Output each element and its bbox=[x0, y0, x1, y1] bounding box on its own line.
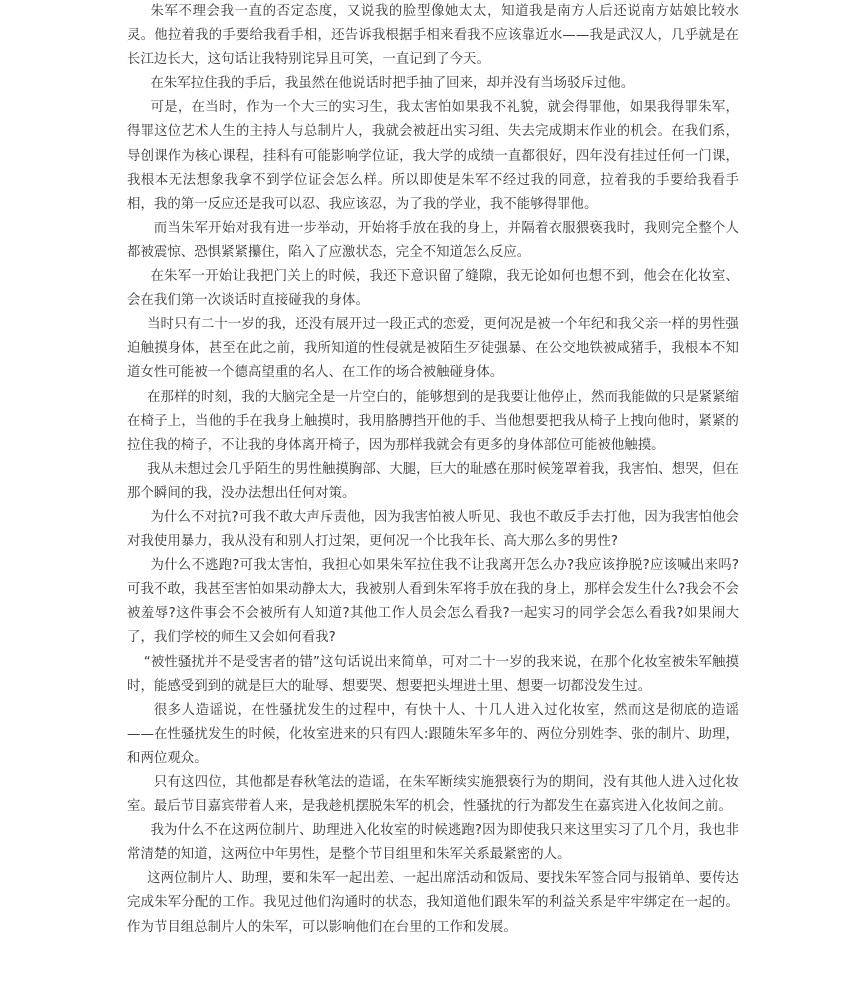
paragraph: 我为什么不在这两位制片、助理进入化妆室的时候逃跑?因为即使我只来这里实习了几个月，我也非常清楚的知道，这两位中年男性，是整个节目组里和朱军关系最紧密的人。 bbox=[127, 823, 739, 863]
paragraph: 很多人造谣说，在性骚扰发生的过程中，有快十人、十几人进入过化妆室，然而这是彻底的造谣——在性骚扰发生的时候，化妆室进来的只有四人:跟随朱军多年的、两位分别姓李、张的制片、助理，和两位观众。 bbox=[127, 702, 739, 766]
paragraph: 在朱军拉住我的手后，我虽然在他说话时把手抽了回来，却并没有当场驳斥过他。 bbox=[150, 76, 635, 92]
paragraph: 当时只有二十一岁的我，还没有展开过一段正式的恋爱，更何况是被一个年纪和我父亲一样的男性强迫触摸身体，甚至在此之前，我所知道的性侵就是被陌生歹徒强暴、在公交地铁被咸猪手，我根本不知道女性可能被一个德高望重的名人、在工作的场合被触碰身体。 bbox=[127, 317, 739, 381]
paragraph: 朱军不理会我一直的否定态度，又说我的脸型像她太太，知道我是南方人后还说南方姑娘比较水灵。他拉着我的手要给我看手相，还告诉我根据手相来看我不应该靠近水——我是武汉人，几乎就是在长江边长大，这句话让我特别诧异且可笑，一直记到了今天。 bbox=[127, 4, 739, 68]
paragraph: 为什么不逃跑?可我太害怕，我担心如果朱军拉住我不让我离开怎么办?我应该挣脱?应该喊出来吗?可我不敢，我甚至害怕如果动静太大，我被别人看到朱军将手放在我的身上，那样会发生什么?我会不会被羞辱?这件事会不会被所有人知道?其他工作人员会怎么看我?一起实习的同学会怎么看我?如果闹大了，我们学校的师生又会如何看我? bbox=[127, 558, 739, 646]
paragraph: 这两位制片人、助理，要和朱军一起出差、一起出席活动和饭局、要找朱军签合同与报销单、要传达完成朱军分配的工作。我见过他们沟通时的状态，我知道他们跟朱军的利益关系是牢牢绑定在一起的。作为节目组总制片人的朱军，可以影响他们在台里的工作和发展。 bbox=[127, 871, 739, 935]
paragraph: “被性骚扰并不是受害者的错”这句话说出来简单，可对二十一岁的我来说，在那个化妆室被朱军触摸时，能感受到到的就是巨大的耻辱、想要哭、想要把头埋进土里、想要一切都没发生过。 bbox=[127, 654, 739, 694]
paragraph: 只有这四位，其他都是春秋笔法的造谣，在朱军断续实施猥亵行为的期间，没有其他人进入过化妆室。最后节目嘉宾带着人来，是我趁机摆脱朱军的机会，性骚扰的行为都发生在嘉宾进入化妆间之前。 bbox=[127, 775, 739, 815]
article-body bbox=[127, 0, 739, 940]
paragraph: 为什么不对抗?可我不敢大声斥责他，因为我害怕被人听见、我也不敢反手去打他，因为我害怕他会对我使用暴力，我从没有和别人打过架，更何况一个比我年长、高大那么多的男性? bbox=[127, 509, 739, 550]
paragraph: 可是，在当时，作为一个大三的实习生，我太害怕如果我不礼貌，就会得罪他，如果我得罪朱军，得罪这位艺术人生的主持人与总制片人，我就会被赶出实习组、失去完成期末作业的机会。在我们系，导创课作为核心课程，挂科有可能影响学位证，我大学的成绩一直都很好，四年没有挂过任何一门课，我根本无法想象我拿不到学位证会怎么样。所以即使是朱军不经过我的同意，拉着我的手要给我看手相，我的第一反应还是我可以忍、我应该忍，为了我的学业，我不能够得罪他。 bbox=[127, 100, 739, 212]
paragraph: 在朱军一开始让我把门关上的时候，我还下意识留了缝隙，我无论如何也想不到，他会在化妆室、会在我们第一次谈话时直接碰我的身体。 bbox=[127, 269, 739, 309]
paragraph: 在那样的时刻，我的大脑完全是一片空白的，能够想到的是我要让他停止，然而我能做的只是紧紧缩在椅子上，当他的手在我身上触摸时，我用胳膊挡开他的手、当他想要把我从椅子上拽向他时，紧紧的拉住我的椅子，不让我的身体离开椅子，因为那样我就会有更多的身体部位可能被他触摸。 bbox=[127, 389, 739, 453]
paragraph: 而当朱军开始对我有进一步举动，开始将手放在我的身上，并隔着衣服猥亵我时，我则完全整个人都被震惊、恐惧紧紧攥住，陷入了应激状态，完全不知道怎么反应。 bbox=[127, 220, 739, 260]
paragraph: 我从未想过会几乎陌生的男性触摸胸部、大腿，巨大的耻感在那时候笼罩着我，我害怕、想哭，但在那个瞬间的我，没办法想出任何对策。 bbox=[127, 461, 739, 501]
